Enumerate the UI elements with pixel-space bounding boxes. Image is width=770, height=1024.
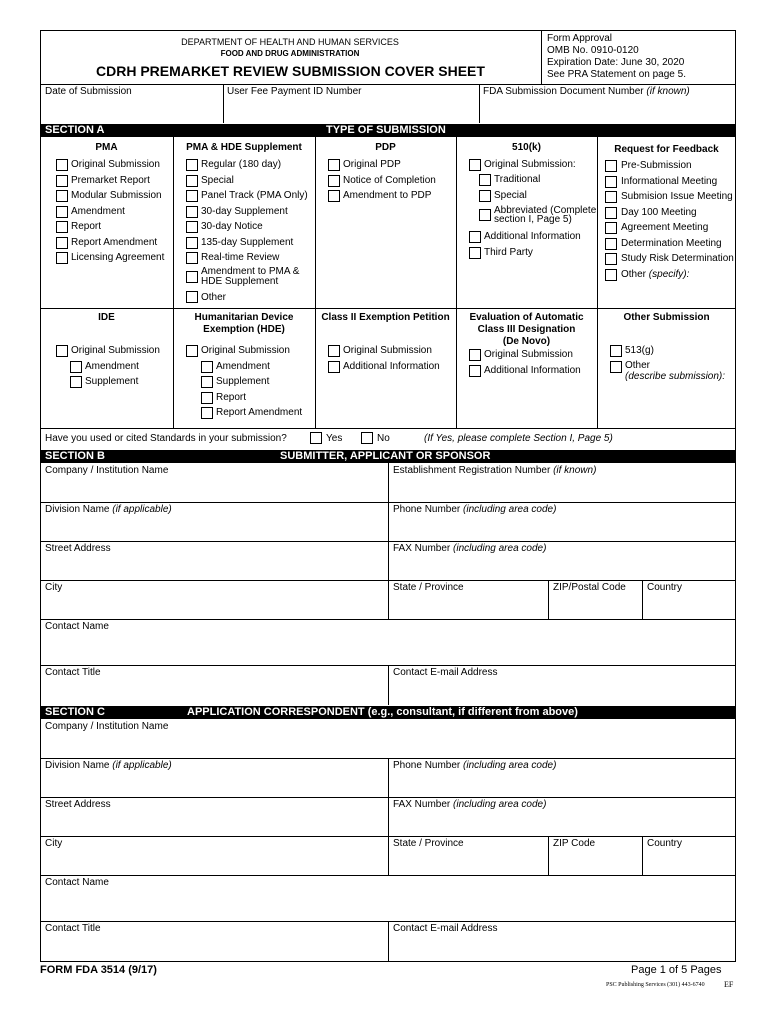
b-country-field[interactable]: Country	[647, 582, 683, 593]
c-email-field[interactable]: Contact E-mail Address	[393, 923, 498, 934]
divider	[388, 921, 389, 962]
c-phone-field[interactable]: Phone Number (including area code)	[393, 760, 557, 771]
date-of-submission-field[interactable]: Date of Submission	[45, 86, 132, 97]
supplement-30day-checkbox[interactable]	[186, 206, 198, 218]
option-label: Abbreviated (Complete	[494, 205, 597, 216]
b-email-field[interactable]: Contact E-mail Address	[393, 667, 498, 678]
divider	[479, 84, 480, 123]
pdp-heading: PDP	[375, 142, 396, 153]
feedback-determination-checkbox[interactable]	[605, 238, 617, 250]
page-title: CDRH PREMARKET REVIEW SUBMISSION COVER SHEET	[96, 63, 485, 79]
denovo-heading	[456, 312, 597, 348]
note: (including area code)	[463, 504, 557, 515]
supplement-special-checkbox[interactable]	[186, 175, 198, 187]
approval-line: Form Approval	[547, 33, 613, 44]
option-label: Day 100 Meeting	[621, 207, 697, 218]
b-phone-field[interactable]: Phone Number (including area code)	[393, 504, 557, 515]
option-label: Third Party	[484, 247, 533, 258]
section-a-label: SECTION A	[45, 124, 105, 136]
divider	[642, 580, 643, 619]
option-label: Panel Track (PMA Only)	[201, 190, 308, 201]
b-zip-field[interactable]: ZIP/Postal Code	[553, 582, 626, 593]
option-label: Original Submission:	[484, 159, 576, 170]
ide-heading: IDE	[98, 312, 115, 323]
b-state-field[interactable]: State / Province	[393, 582, 464, 593]
513g-checkbox[interactable]	[610, 345, 622, 357]
option-label: Licensing Agreement	[71, 252, 165, 263]
c-country-field[interactable]: Country	[647, 838, 683, 849]
option-label: Report Amendment	[71, 237, 158, 248]
option-label: Traditional	[494, 174, 541, 185]
option-label: 135-day Supplement	[201, 237, 294, 248]
b-company-field[interactable]: Company / Institution Name	[45, 465, 169, 476]
note: (if applicable)	[112, 504, 172, 515]
supplement-other-checkbox[interactable]	[186, 291, 198, 303]
option-label: Determination Meeting	[621, 238, 722, 249]
option-label: Amendment	[71, 206, 125, 217]
other-submission-checkbox[interactable]	[610, 361, 622, 373]
510k-original-checkbox[interactable]	[469, 159, 481, 171]
divider	[40, 836, 736, 837]
option-label: Regular (180 day)	[201, 159, 282, 170]
pma-heading: PMA	[95, 142, 118, 153]
note: (including area code)	[453, 799, 547, 810]
option-label: 513(g)	[625, 345, 654, 356]
fda-document-number-field[interactable]: FDA Submission Document Number (if known)	[483, 86, 690, 97]
standards-question: Have you used or cited Standards in your submission?	[45, 433, 287, 444]
divider	[40, 308, 736, 309]
page-number: Page 1 of 5 Pages	[631, 964, 722, 976]
option-label: Other	[625, 360, 651, 371]
c-street-field[interactable]: Street Address	[45, 799, 111, 810]
option-label: Report	[71, 221, 102, 232]
standards-yes-checkbox[interactable]	[310, 432, 322, 444]
option-label: section I, Page 5)	[494, 214, 572, 225]
section-b-bar	[40, 450, 736, 463]
option-label: Real-time Review	[201, 252, 280, 263]
b-contact-name-field[interactable]: Contact Name	[45, 621, 109, 632]
510k-third-party-checkbox[interactable]	[469, 247, 481, 259]
standards-note: (If Yes, please complete Section I, Page 5)	[424, 433, 613, 444]
form-number: FORM FDA 3514 (9/17)	[40, 964, 157, 976]
option-label: Study Risk Determination	[621, 253, 734, 264]
heading-line: Exemption (HDE)	[203, 324, 285, 335]
note: (specify):	[648, 269, 690, 280]
heading-line: Humanitarian Device	[194, 312, 294, 323]
c-state-field[interactable]: State / Province	[393, 838, 464, 849]
option-label: Original Submission	[201, 345, 290, 356]
divider	[548, 836, 549, 875]
section-c-bar	[40, 706, 736, 719]
denovo-original-checkbox[interactable]	[469, 349, 481, 361]
pma-report-amendment-checkbox[interactable]	[56, 237, 68, 249]
divider	[40, 502, 736, 503]
note: (if known)	[553, 465, 597, 476]
c-contact-name-field[interactable]: Contact Name	[45, 877, 109, 888]
pdp-amendment-checkbox[interactable]	[328, 190, 340, 202]
c-zip-field[interactable]: ZIP Code	[553, 838, 596, 849]
note: (if known)	[646, 86, 690, 97]
agency-sub-name: FOOD AND DRUG ADMINISTRATION	[220, 49, 360, 58]
option-label: Special	[201, 175, 234, 186]
option-label: Additional Information	[484, 231, 581, 242]
header-divider	[541, 30, 542, 85]
b-street-field[interactable]: Street Address	[45, 543, 111, 554]
feedback-heading: Request for Feedback	[614, 144, 719, 155]
section-c-title: APPLICATION CORRESPONDENT (e.g., consultant, if different from above)	[187, 706, 578, 718]
yes-label: Yes	[326, 433, 343, 444]
option-label: HDE Supplement	[201, 276, 279, 287]
b-contact-title-field[interactable]: Contact Title	[45, 667, 101, 678]
option-label: Submision Issue Meeting	[621, 191, 733, 202]
option-label: Agreement Meeting	[621, 222, 709, 233]
class2-heading: Class II Exemption Petition	[321, 312, 450, 323]
pma-hde-heading: PMA & HDE Supplement	[186, 142, 302, 153]
note: (if applicable)	[112, 760, 172, 771]
510k-abbreviated-checkbox[interactable]	[479, 209, 491, 221]
feedback-agreement-checkbox[interactable]	[605, 222, 617, 234]
option-label: Original Submission	[71, 345, 160, 356]
supplement-realtime-checkbox[interactable]	[186, 252, 198, 264]
divider	[40, 428, 736, 429]
option-label: Modular Submission	[71, 190, 162, 201]
option-label: Amendment	[85, 361, 139, 372]
section-b-title: SUBMITTER, APPLICANT OR SPONSOR	[280, 450, 491, 462]
option-label: Original Submission	[343, 345, 432, 356]
option-label: Original PDP	[343, 159, 401, 170]
pma-amendment-checkbox[interactable]	[56, 206, 68, 218]
pma-modular-checkbox[interactable]	[56, 190, 68, 202]
option-label: Pre-Submission	[621, 160, 692, 171]
divider	[315, 137, 316, 429]
hde-report-checkbox[interactable]	[201, 392, 213, 404]
supplement-amendment-checkbox[interactable]	[186, 271, 198, 283]
class2-additional-checkbox[interactable]	[328, 361, 340, 373]
ide-amendment-checkbox[interactable]	[70, 361, 82, 373]
option-label: Special	[494, 190, 527, 201]
note: (including area code)	[453, 543, 547, 554]
c-division-field[interactable]: Division Name (if applicable)	[45, 760, 172, 771]
form-approval	[547, 33, 686, 81]
pma-original-checkbox[interactable]	[56, 159, 68, 171]
hde-report-amendment-checkbox[interactable]	[201, 407, 213, 419]
option-label: Notice of Completion	[343, 175, 436, 186]
b-division-field[interactable]: Division Name (if applicable)	[45, 504, 172, 515]
b-est-reg-field[interactable]: Establishment Registration Number (if known)	[393, 465, 597, 476]
option-label: 30-day Notice	[201, 221, 263, 232]
other-submission-heading: Other Submission	[623, 312, 710, 323]
supplement-regular-checkbox[interactable]	[186, 159, 198, 171]
option-label: Supplement	[85, 376, 139, 387]
ef-mark: EF	[724, 980, 734, 989]
option-label: Additional Information	[484, 365, 581, 376]
hde-heading	[173, 312, 315, 336]
describe-note: (describe submission):	[625, 371, 726, 382]
c-company-field[interactable]: Company / Institution Name	[45, 721, 169, 732]
feedback-informational-checkbox[interactable]	[605, 176, 617, 188]
pdp-original-checkbox[interactable]	[328, 159, 340, 171]
divider	[642, 836, 643, 875]
approval-line: OMB No. 0910-0120	[547, 45, 639, 56]
hde-original-checkbox[interactable]	[186, 345, 198, 357]
option-label: Additional Information	[343, 361, 440, 372]
feedback-submission-issue-checkbox[interactable]	[605, 191, 617, 203]
approval-line: Expiration Date: June 30, 2020	[547, 57, 685, 68]
class2-original-checkbox[interactable]	[328, 345, 340, 357]
c-city-field[interactable]: City	[45, 838, 63, 849]
ide-original-checkbox[interactable]	[56, 345, 68, 357]
pma-report-checkbox[interactable]	[56, 221, 68, 233]
510k-heading: 510(k)	[512, 142, 541, 153]
divider	[388, 665, 389, 705]
ide-supplement-checkbox[interactable]	[70, 376, 82, 388]
option-label: Informational Meeting	[621, 176, 718, 187]
standards-no-checkbox[interactable]	[361, 432, 373, 444]
hde-supplement-checkbox[interactable]	[201, 376, 213, 388]
divider	[548, 580, 549, 619]
b-city-field[interactable]: City	[45, 582, 63, 593]
section-a-bar	[40, 124, 736, 137]
heading-line: Evaluation of Automatic	[469, 312, 584, 323]
feedback-study-risk-checkbox[interactable]	[605, 253, 617, 265]
supplement-135day-checkbox[interactable]	[186, 237, 198, 249]
feedback-presubmission-checkbox[interactable]	[605, 160, 617, 172]
option-label: Amendment to PDP	[343, 190, 432, 201]
divider	[597, 137, 598, 429]
user-fee-field[interactable]: User Fee Payment ID Number	[227, 86, 362, 97]
agency-name: DEPARTMENT OF HEALTH AND HUMAN SERVICES	[181, 37, 399, 47]
publisher-note: PSC Publishing Services (301) 443-6740	[606, 982, 705, 988]
pma-premarket-report-checkbox[interactable]	[56, 175, 68, 187]
divider	[388, 758, 389, 875]
option-label: Premarket Report	[71, 175, 150, 186]
heading-line: Class III Designation	[477, 324, 576, 335]
hde-amendment-checkbox[interactable]	[201, 361, 213, 373]
feedback-day100-checkbox[interactable]	[605, 207, 617, 219]
supplement-panel-track-checkbox[interactable]	[186, 190, 198, 202]
b-fax-field[interactable]: FAX Number (including area code)	[393, 543, 547, 554]
approval-line: See PRA Statement on page 5.	[547, 69, 686, 80]
divider	[40, 619, 736, 620]
note: (including area code)	[463, 760, 557, 771]
option-label: Amendment to PMA &	[201, 266, 300, 277]
option-label: Original Submission	[484, 349, 573, 360]
divider	[223, 84, 224, 123]
divider	[40, 541, 736, 542]
section-a-title: TYPE OF SUBMISSION	[326, 124, 446, 136]
510k-special-checkbox[interactable]	[479, 190, 491, 202]
option-label: Original Submission	[71, 159, 160, 170]
option-label: Amendment	[216, 361, 270, 372]
option-label: Other (specify):	[621, 269, 690, 280]
section-c-label: SECTION C	[45, 706, 105, 718]
option-label: 30-day Supplement	[201, 206, 288, 217]
divider	[40, 580, 736, 581]
denovo-additional-checkbox[interactable]	[469, 365, 481, 377]
option-label: Report Amendment	[216, 407, 303, 418]
feedback-other-checkbox[interactable]	[605, 269, 617, 281]
option-label: Supplement	[216, 376, 270, 387]
heading-line: (De Novo)	[502, 336, 551, 347]
header-bottom-line	[40, 84, 736, 85]
divider	[40, 797, 736, 798]
510k-traditional-checkbox[interactable]	[479, 174, 491, 186]
option-label: Report	[216, 392, 247, 403]
no-label: No	[377, 433, 390, 444]
c-contact-title-field[interactable]: Contact Title	[45, 923, 101, 934]
divider	[40, 875, 736, 876]
pma-licensing-checkbox[interactable]	[56, 252, 68, 264]
option-label: Other	[201, 292, 227, 303]
divider	[456, 137, 457, 429]
divider	[173, 137, 174, 429]
510k-additional-checkbox[interactable]	[469, 231, 481, 243]
supplement-30day-notice-checkbox[interactable]	[186, 221, 198, 233]
pdp-notice-checkbox[interactable]	[328, 175, 340, 187]
c-fax-field[interactable]: FAX Number (including area code)	[393, 799, 547, 810]
section-b-label: SECTION B	[45, 450, 105, 462]
